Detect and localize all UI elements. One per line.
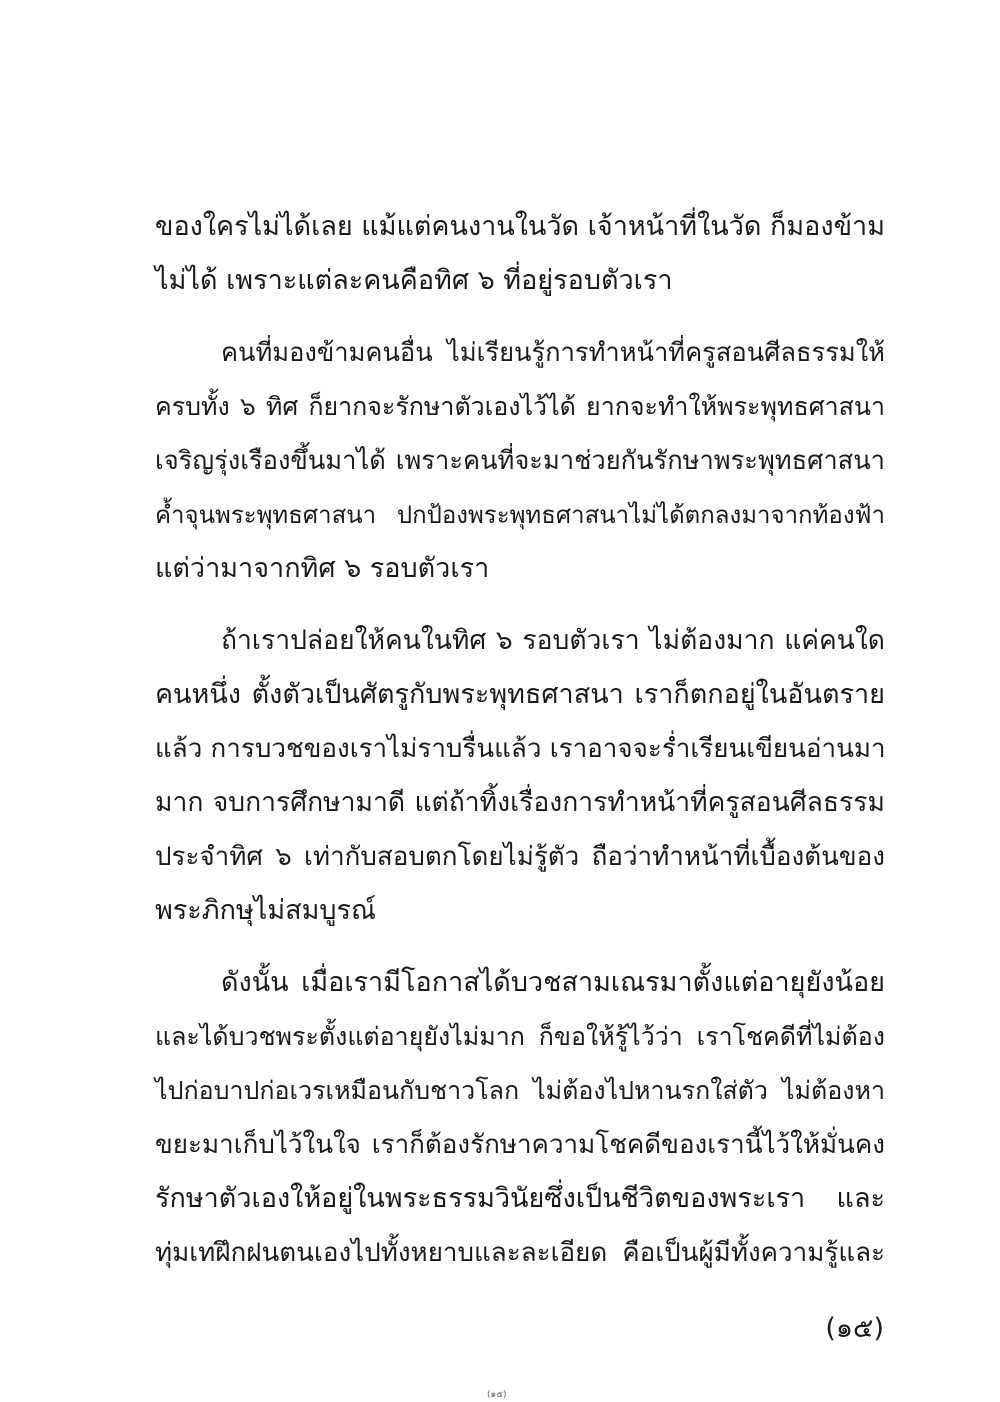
text-line: ดังนั้น เมื่อเรามีโอกาสได้บวชสามเณรมาตั้งแต่อายุยังน้อย [221, 967, 885, 998]
page-number: (๑๕) [825, 1313, 884, 1344]
text-line: รักษาตัวเองให้อยู่ในพระธรรมวินัยซึ่งเป็นชีวิตของพระเรา และ [155, 1183, 885, 1214]
text-line: ทุ่มเทฝึกฝนตนเองไปทั้งหยาบและละเอียด คือเป็นผู้มีทั้งความรู้และ [155, 1238, 885, 1268]
text-line: ของใครไม่ได้เลย แม้แต่คนงานในวัด เจ้าหน้าที่ในวัด ก็มองข้าม [155, 211, 885, 242]
text-line: มาก จบการศึกษามาดี แต่ถ้าทิ้งเรื่องการทำหน้าที่ครูสอนศีลธรรม [155, 787, 885, 818]
text-line: ถ้าเราปล่อยให้คนในทิศ ๖ รอบตัวเรา ไม่ต้องมาก แค่คนใด [221, 625, 885, 656]
paragraph-4 [155, 956, 885, 1280]
text-line: ไปก่อบาปก่อเวรเหมือนกับชาวโลก ไม่ต้องไปหานรกใส่ตัว ไม่ต้องหา [155, 1076, 885, 1105]
paragraph-2 [155, 326, 885, 596]
text-line: คนที่มองข้ามคนอื่น ไม่เรียนรู้การทำหน้าที่ครูสอนศีลธรรมให้ [221, 338, 885, 368]
text-line: ขยะมาเก็บไว้ในใจ เราก็ต้องรักษาความโชคดีของเรานี้ไว้ให้มั่นคง [155, 1130, 885, 1160]
text-line: พระภิกษุไม่สมบูรณ์ [155, 895, 377, 926]
text-line: ครบทั้ง ๖ ทิศ ก็ยากจะรักษาตัวเองไว้ได้ ยากจะทำให้พระพุทธศาสนา [155, 392, 885, 421]
text-line: ประจำทิศ ๖ เท่ากับสอบตกโดยไม่รู้ตัว ถือว่าทำหน้าที่เบื้องต้นของ [155, 842, 885, 872]
footer-page-mark: (๑๕) [487, 1390, 507, 1400]
text-line: และได้บวชพระตั้งแต่อายุยังไม่มาก ก็ขอให้รู้ไว้ว่า เราโชคดีที่ไม่ต้อง [155, 1022, 885, 1051]
text-line: แล้ว การบวชของเราไม่ราบรื่นแล้ว เราอาจจะร่ำเรียนเขียนอ่านมา [155, 734, 886, 764]
text-line: คนหนึ่ง ตั้งตัวเป็นศัตรูกับพระพุทธศาสนา เราก็ตกอยู่ในอันตราย [155, 679, 885, 710]
text-line: ค้ำจุนพระพุทธศาสนา ปกป้องพระพุทธศาสนาไม่ได้ตกลงมาจากท้องฟ้า [155, 501, 885, 529]
body-text [155, 200, 885, 1280]
paragraph-3 [155, 614, 885, 938]
text-line: แต่ว่ามาจากทิศ ๖ รอบตัวเรา [155, 553, 490, 584]
paragraph-1 [155, 200, 885, 308]
text-line: ไม่ได้ เพราะแต่ละคนคือทิศ ๖ ที่อยู่รอบตัวเรา [155, 265, 673, 296]
text-line: เจริญรุ่งเรืองขึ้นมาได้ เพราะคนที่จะมาช่วยกันรักษาพระพุทธศาสนา [155, 446, 885, 476]
